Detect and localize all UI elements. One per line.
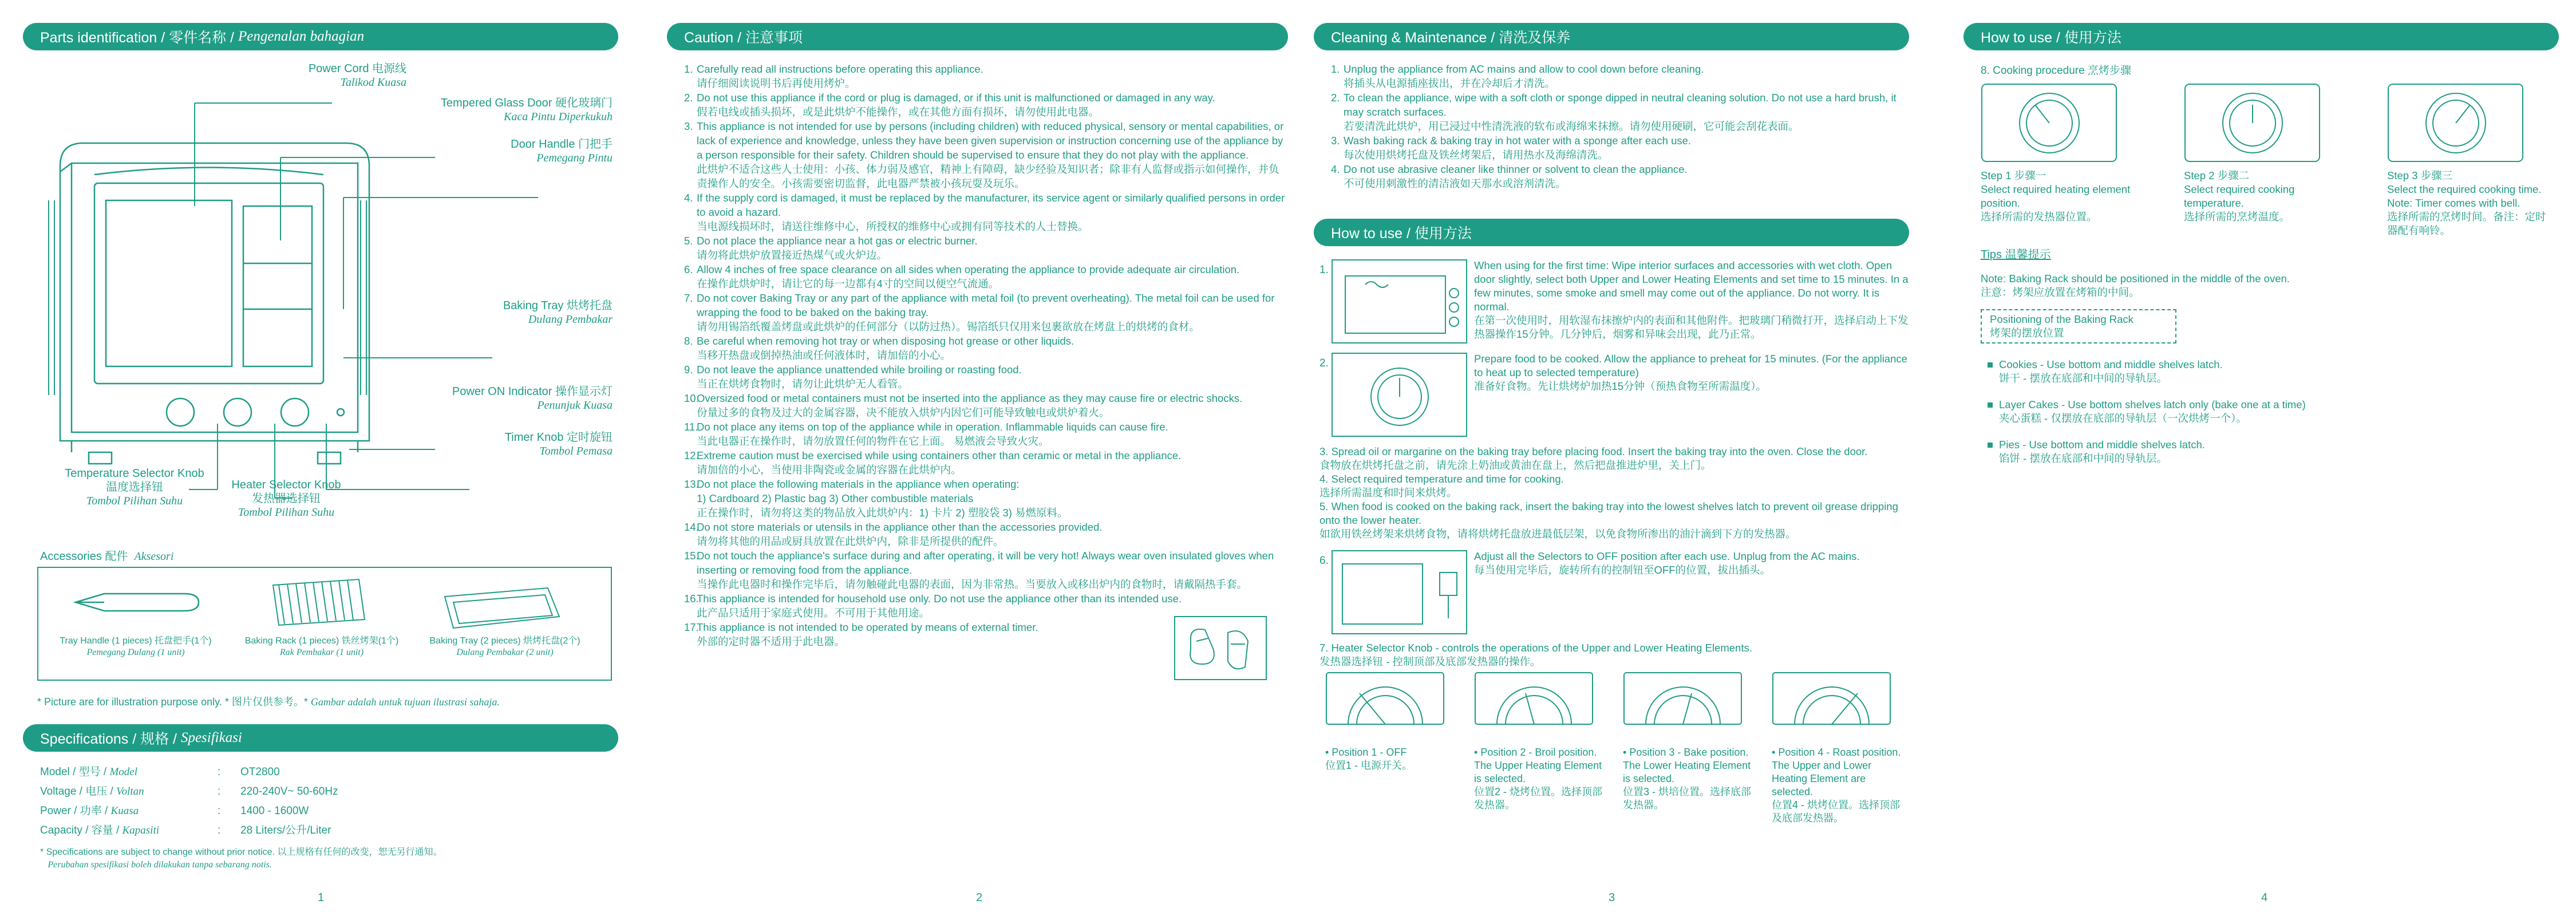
cooking-step-title: Step 2 步骤二 [2184,169,2250,181]
header-text: Parts identification / 零件名称 / [40,30,235,46]
step-number: 6. [1319,555,1329,567]
accessory-baking-tray [416,635,594,658]
caution-item [684,291,1285,334]
accessory-sublabel: Dulang Pembakar (2 unit) [456,648,554,657]
position-text-en: Position 2 - Broil position. The Upper Heating Element is selected. [1474,747,1602,784]
callout-sublabel: Penunjuk Kuasa [537,399,613,412]
accessory-sublabel: Pemegang Dulang (1 unit) [86,648,185,657]
header-text: How to use / 使用方法 [1331,226,1472,242]
temperature-knob-step2-image [1331,352,1468,438]
rack-box-text: Positioning of the Baking Rack [1990,313,2134,325]
caution-item [684,391,1285,420]
callout-power-on-indicator [452,385,613,412]
callout-label: Tempered Glass Door 硬化玻璃门 [440,97,613,109]
callout-sublabel: Pemegang Pintu [536,152,613,164]
callout-glass-door [441,96,613,124]
parts-identification-header [23,23,618,50]
item-text-en: Do not store materials or utensils in the appliance other than the accessories provided. [697,521,1103,533]
position-text-en: Position 3 - Bake position. The Lower Heating Element is selected. [1623,747,1751,784]
item-text-zh: 此烘炉不适合这些人士使用：小孩、体力弱及感官，精神上有障碍，缺少经验及知识者；除非有人监督或指示如何操作，并负责操作人的安全。小孩需要密切监督，此电器严禁被小孩玩耍及玩乐。 [697,163,1279,189]
tips-note [1981,272,2553,299]
spec-table [40,763,338,840]
item-number: 14. [684,521,699,533]
step-text-en: 5. When food is cooked on the baking rack, insert the baking tray into the lowest shelves latch to prevent oil grease dripping onto the lower heater. [1319,500,1898,526]
step-text-en: Prepare food to be cooked. Allow the appliance to preheat for 15 minutes. (For the appliance to heat up to selected temperature) [1474,353,1907,378]
accessories-title [40,550,173,563]
item-number: 2. [684,92,693,104]
cleaning-header [1314,23,1909,50]
heater-knob-position-2-image [1474,672,1594,726]
item-text-zh: 请仔细阅读说明书后再使用烤炉。 [697,77,856,89]
page-4 [1963,23,2559,905]
callout-baking-tray [503,299,613,326]
item-number: 3. [1331,135,1340,147]
item-number: 6. [684,263,693,275]
step-text-en: 3. Spread oil or margarine on the baking tray before placing food. Insert the baking tray into the oven. Close the door. [1319,445,1868,457]
callout-timer-knob [505,431,613,458]
item-text-en: This appliance is not intended for use by persons (including children) with reduced physical, sensory or mental capabilities, or lack of experience and knowledge, unless they have been given supervision or instruction concerning use of the appliance by a person responsible for their safety. Children should be supervised to ensure that they do not play with the appliance. [697,120,1284,161]
caution-list [684,62,1285,649]
item-number: 16. [684,593,699,605]
spec-value: 28 Liters/公升/Liter [240,824,331,836]
spec-note-ms: Perubahan spesifikasi boleh dilakukan tanpa sebarang notis. [48,860,272,870]
header-text: Caution / 注意事项 [684,30,803,46]
item-text-en: This appliance is intended for household use only. Do not use the appliance other than its intended use. [697,593,1182,605]
spec-value: 220-240V~ 50-60Hz [240,785,338,797]
item-number: 12. [684,449,699,461]
baking-rack-image [267,574,370,631]
heater-knob-position-3-image [1623,672,1743,726]
cleaning-list [1331,62,1903,191]
item-text-zh: 请加倍的小心，当使用非陶瓷或金属的容器在此烘炉内。 [697,464,962,476]
oven-gloves-image [1174,615,1268,681]
tip-text-zh: 馅饼 - 摆放在底部和中间的导轨层。 [1999,452,2167,464]
tips-title: Tips 温馨提示 [1981,248,2051,261]
item-text-en: Unplug the appliance from AC mains and allow to cool down before cleaning. [1344,63,1704,75]
callout-label: Baking Tray 烘烤托盘 [503,299,613,312]
caution-item [684,334,1285,362]
heater-position-text: • Position 3 - Bake position. The Lower Heating Element is selected. 位置3 - 烘培位置。选择底部发热器。 [1623,746,1755,812]
page-number: 4 [2261,891,2268,904]
item-text-zh: 请勿将其他的用品或厨具放置在此烘炉内，除非是所提供的配件。 [697,535,1004,547]
cooking-procedure-title: 8. Cooking procedure 烹烤步骤 [1981,65,2131,77]
item-text-en: Do not use this appliance if the cord or plug is damaged, or if this unit is malfunctioned or damaged in any way. [697,92,1215,104]
spec-key-ms: Kapasiti [122,824,160,836]
item-number: 1. [684,63,693,75]
item-number: 3. [684,120,693,132]
callout-label-zh: 发热器选择钮 [252,492,321,505]
tip-item [1986,398,2559,425]
callout-door-handle [511,137,613,165]
callout-sublabel: Tombol Pemasa [539,445,613,457]
item-number: 17. [684,621,699,633]
item-text-en: If the supply cord is damaged, it must be replaced by the manufacturer, its service agent or similarly qualified persons in order to avoid a hazard. [697,192,1285,218]
picture-note-ms: Gambar adalah untuk tujuan ilustrasi sahaja. [310,696,500,708]
step-number: 2. [1319,357,1329,369]
tip-text-zh: 夹心蛋糕 - 仅摆放在底部的导轨层（一次烘烤一个）。 [1999,412,2247,424]
caution-item [684,420,1285,448]
caution-item [684,506,1285,520]
heater-position-text: • Position 4 - Roast position. The Upper and Lower Heating Element are selected. 位置4 - 烘烤位置。选择顶部及底部发热器。 [1772,746,1903,825]
accessories-box [37,567,612,681]
step-text-en: Adjust all the Selectors to OFF position after each use. Unplug from the AC mains. [1474,550,1860,562]
callout-label: Timer Knob 定时旋钮 [504,431,613,444]
item-text-en: Do not leave the appliance unattended while broiling or roasting food. [697,364,1022,376]
cooking-step-zh: 选择所需的烹烤时间。备注：定时器配有响铃。 [2387,211,2546,236]
caution-header [667,23,1288,50]
item-text-en: Be careful when removing hot tray or when disposing hot grease or other liquids. [697,335,1074,347]
item-text-zh: 1) Cardboard 2) Plastic bag 3) Other combustible materials [697,492,974,504]
spec-row: Power / 功率 / Kuasa : 1400 - 1600W [40,802,338,821]
position-text-zh: 位置4 - 烘烤位置。选择顶部及底部发热器。 [1772,799,1901,824]
heater-position-text: • Position 2 - Broil position. The Upper Heating Element is selected. 位置2 - 烧烤位置。选择顶部发热器。 [1474,746,1606,812]
caution-item [684,234,1285,262]
spec-key-ms: Voltan [116,785,144,797]
accessory-label: Baking Tray (2 pieces) 烘烤托盘(2个) [429,636,580,646]
cooking-step-text [2184,169,2344,224]
page-2 [667,23,1288,905]
step-text-zh: 食物放在烘烤托盘之前，请先涂上奶油或黄油在盘上，然后把盘推进炉里，关上门。 [1319,459,1712,471]
step-text-en: When using for the first time: Wipe interior surfaces and accessories with wet cloth. Open door slightly, select both Upper and Lower Heating Elements and set time to 15 minutes. In a few minutes, some smoke and smell may come out of the appliance. Do not worry. It is normal. [1474,259,1909,313]
picture-note-text: * Picture are for illustration purpose only. * 图片仅供参考。* [37,696,308,708]
item-text-en: Oversized food or metal containers must not be inserted into the appliance as they may cause fire or electric shocks. [697,392,1243,404]
item-text-en: Do not place the following materials in the appliance when operating: [697,478,1020,490]
step-text-en: 7. Heater Selector Knob - controls the operations of the Upper and Lower Heating Elements. [1319,642,1752,654]
cooking-step-zh: 选择所需的发热器位置。 [1981,211,2097,223]
item-number: 10. [684,392,699,404]
step-text-zh: 如欲用铁丝烤架来烘烤食物，请将烘烤托盘放进最低层架，以免食物所渗出的油汁滴到下方的发热器。 [1319,528,1796,540]
item-text-zh: 请勿用锡箔纸覆盖烤盘或此烘炉的任何部分（以防过热）。锡箔纸只仅用来包裹欲放在烤盘上的烘烤的食材。 [697,321,1200,333]
cooking-step-zh: 选择所需的烹烤温度。 [2184,211,2290,223]
oven-step1-image [1331,259,1468,345]
unplug-step6-image [1331,550,1468,635]
item-text-zh: 正在操作时，请勿将这类的物品放入此烘炉内：1) 卡片 2) 塑胶袋 3) 易燃原料。 [697,507,1068,519]
tip-item [1986,358,2559,385]
steps-3-5 [1319,445,1909,541]
caution-item [684,119,1285,191]
picture-note [37,694,500,709]
tips-list [1986,358,2559,478]
caution-item [684,262,1285,291]
spec-note-text: * Specifications are subject to change without prior notice. 以上规格有任何的改变，恕无另行通知。 [40,847,442,857]
caution-item [684,448,1285,477]
how-to-use-header-2 [1963,23,2559,50]
item-text-zh: 在操作此烘炉时，请让它的每一边都有4寸的空间以便空气流通。 [697,278,999,290]
spec-row: Voltage / 电压 / Voltan : 220-240V~ 50-60Hz [40,782,338,802]
item-text-zh: 每次使用烘烤托盘及铁丝烤架后，请用热水及海绵清洗。 [1344,149,1609,161]
spec-row: Model / 型号 / Model : OT2800 [40,763,338,782]
item-text-zh: 当正在烘烤食物时，请勿让此烘炉无人看管。 [697,378,909,390]
heater-position-text: • Position 1 - OFF 位置1 - 电源开关。 [1325,746,1457,772]
item-text-zh: 若要清洗此烘炉，用已浸过中性清洗液的软布或海绵来抹擦。请勿使用硬刷，它可能会刮花表面。 [1344,120,1799,132]
note-text: Note: Baking Rack should be positioned in the middle of the oven. [1981,273,2290,285]
caution-item [684,191,1285,234]
item-text-en: This appliance is not intended to be operated by means of external timer. [697,621,1038,633]
spec-key: Model / 型号 / [40,766,107,778]
item-number: 4. [1331,163,1340,175]
item-text-en: To clean the appliance, wipe with a soft cloth or sponge dipped in neutral cleaning solution. Do not use a hard brush, it may scratch surfaces. [1344,92,1897,118]
cooking-step-en: Select the required cooking time. Note: Timer comes with bell. [2387,183,2542,209]
item-text-en: Extreme caution must be exercised while using containers other than ceramic or metal in the appliance. [697,449,1182,461]
step-text-zh: 发热器选择钮 - 控制顶部及底部发热器的操作。 [1319,656,1541,668]
callout-temperature-knob [57,467,212,508]
rack-box-text-zh: 烤架的摆放位置 [1990,327,2064,339]
cooking-step-title: Step 1 步骤一 [1981,169,2046,181]
cooking-step-text [2387,169,2547,238]
spec-note [40,846,442,871]
rack-position-box [1981,309,2176,344]
caution-item [684,362,1285,391]
step-text-zh: 在第一次使用时，用软湿布抹擦炉内的表面和其他附件。把玻璃门稍微打开，选择启动上下发热器操作15分钟。几分钟后，烟雾和异味会出现，此乃正常。 [1474,314,1909,340]
item-text-en: Wash baking rack & baking tray in hot water with a sponge after each use. [1344,135,1692,147]
page-number: 2 [976,891,983,904]
item-text-zh: 当此电器正在操作时，请勿放置任何的物件在它上面。 易燃液会导致火灾。 [697,435,1049,447]
header-text-ms: Pengenalan bahagian [238,29,365,44]
accessory-sublabel: Rak Pembakar (1 unit) [279,648,364,657]
cooking-step-2-knob-image [2184,83,2321,163]
cooking-step-text [1981,169,2141,224]
item-number: 5. [684,235,693,247]
position-text-zh: 位置2 - 烧烤位置。选择顶部发热器。 [1474,786,1603,811]
spec-row: Capacity / 容量 / Kapasiti : 28 Liters/公升/Liter [40,821,338,840]
step-text-zh: 准备好食物。先让烘烤炉加热15分钟（预热食物至所需温度）。 [1474,380,1767,392]
accessories-title-ms: Aksesori [134,550,174,563]
step7-text [1319,641,1909,669]
tray-handle-image [70,579,207,619]
tip-text-en: Cookies - Use bottom and middle shelves latch. [1999,358,2223,370]
spec-value: 1400 - 1600W [240,805,309,817]
note-text-zh: 注意：烤架应放置在烤箱的中间。 [1981,286,2140,298]
callout-label: Power ON Indicator 操作显示灯 [452,385,613,398]
spec-key: Capacity / 容量 / [40,824,120,836]
caution-item [684,548,1285,591]
page-number: 1 [318,891,325,904]
callout-label-zh: 温度选择钮 [106,481,163,493]
item-text-en: Do not place any items on top of the appliance while in operation. Inflammable liquids can cause fire. [697,421,1168,433]
header-text-ms: Spesifikasi [180,730,242,745]
tip-text-en: Layer Cakes - Use bottom shelves latch only (bake one at a time) [1999,398,2306,410]
item-number: 15. [684,550,699,562]
accessories-title-text: Accessories 配件 [40,550,128,563]
item-number: 13. [684,478,699,490]
page-number: 3 [1609,891,1615,904]
item-text-zh: 请勿将此烘炉放置接近热煤气或火炉边。 [697,249,888,261]
callout-sublabel: Kaca Pintu Diperkukuh [504,110,613,123]
position-text-en: Position 4 - Roast position. The Upper and Lower Heating Element are selected. [1772,747,1901,797]
caution-item [684,62,1285,90]
tip-item [1986,438,2559,465]
caution-item [684,90,1285,119]
item-number: 8. [684,335,693,347]
step6-text [1474,550,1909,577]
tip-text-en: Pies - Use bottom and middle shelves latch. [1999,439,2205,451]
callout-heater-knob [212,478,361,519]
item-text-en: Do not place the appliance near a hot gas or electric burner. [697,235,978,247]
item-text-en: Carefully read all instructions before operating this appliance. [697,63,983,75]
item-text-zh: 份量过多的食物及过大的金属容器，决不能放入烘炉内因它们可能导致触电或烘炉着火。 [697,406,1110,419]
item-text-en: Allow 4 inches of free space clearance on all sides when operating the appliance to provide adequate air circulation. [697,263,1240,275]
step1-text [1474,259,1909,341]
accessory-tray-handle [50,635,222,658]
callout-label: Heater Selector Knob [231,479,341,491]
item-number: 9. [684,364,693,376]
callout-sublabel: Talikod Kuasa [340,76,406,89]
cooking-step-en: Select required cooking temperature. [2184,183,2295,209]
how-to-use-header [1314,219,1909,246]
caution-item [684,520,1285,548]
accessory-label: Tray Handle (1 pieces) 托盘把手(1个) [60,636,212,646]
spec-key-ms: Kuasa [110,805,139,817]
callout-label: Power Cord 电源线 [308,62,406,75]
item-number: 4. [684,192,693,204]
page-3 [1314,23,1909,905]
specifications-header [23,724,618,752]
heater-knob-position-1-image [1325,672,1445,726]
item-text-zh: 不可使用刺激性的清洁液如天那水或溶剂清洗。 [1344,177,1566,189]
item-text-zh: 当移开热盘或倒掉热油或任何液体时，请加倍的小心。 [697,349,951,361]
callout-sublabel: Tombol Pilihan Suhu [86,495,183,507]
cooking-step-3-knob-image [2387,83,2524,163]
tip-text-zh: 饼干 - 摆放在底部和中间的导轨层。 [1999,372,2167,384]
accessory-baking-rack [236,635,408,658]
cleaning-item [1331,90,1903,133]
baking-tray-image [439,577,565,634]
callout-power-cord [309,62,406,89]
item-number: 7. [684,292,693,304]
spec-value: OT2800 [240,766,280,778]
item-number: 2. [1331,92,1340,104]
page-1 [23,23,618,905]
cleaning-item [1331,162,1903,191]
item-number: 11. [684,421,698,433]
position-text-zh: 位置1 - 电源开关。 [1325,760,1413,771]
header-text: How to use / 使用方法 [1981,30,2121,46]
step-number: 1. [1319,264,1329,276]
spec-key: Voltage / 电压 / [40,785,113,797]
header-text: Specifications / 规格 / [40,731,177,747]
spec-key-ms: Model [109,766,137,778]
step-text-zh: 每当使用完毕后，旋转所有的控制钮至OFF的位置，拔出插头。 [1474,564,1771,576]
spec-key: Power / 功率 / [40,805,108,817]
item-text-zh: 假若电线或插头损坏，或是此烘炉不能操作，或在其他方面有损坏，请勿使用此电器。 [697,106,1100,118]
heater-knob-position-4-image [1772,672,1892,726]
cleaning-item [1331,62,1903,90]
item-number: 1. [1331,63,1340,75]
callout-label: Door Handle 门把手 [511,138,613,151]
item-text-en: Do not use abrasive cleaner like thinner or solvent to clean the appliance. [1344,163,1688,175]
callout-label: Temperature Selector Knob [65,467,204,480]
callout-sublabel: Dulang Pembakar [528,313,613,326]
caution-item [684,477,1285,506]
item-text-en: Do not touch the appliance's surface during and after operating, it will be very hot! Always wear oven insulated gloves when inserting or removing food from the appliance. [697,550,1274,576]
item-text-zh: 当电源线损坏时，请送往维修中心，所授权的维修中心或拥有同等技术的人士替换。 [697,220,1089,232]
cooking-step-en: Select required heating element position. [1981,183,2131,209]
item-text-en: Do not cover Baking Tray or any part of the appliance with metal foil (to prevent overheating). The metal foil can be used for wrapping the food to be baked on the baking tray. [697,292,1275,318]
header-text: Cleaning & Maintenance / 清洗及保养 [1331,30,1571,46]
item-text-zh: 此产品只适用于家庭式使用。不可用于其他用途。 [697,607,930,619]
step-text-zh: 选择所需温度和时间来烘烤。 [1319,487,1457,499]
position-text-zh: 位置3 - 烘培位置。选择底部发热器。 [1623,786,1752,811]
callout-sublabel: Tombol Pilihan Suhu [238,506,335,519]
item-text-zh: 外部的定时器不适用于此电器。 [697,635,846,648]
cooking-step-title: Step 3 步骤三 [2387,169,2453,181]
accessory-label: Baking Rack (1 pieces) 铁丝烤架(1个) [244,636,399,646]
step2-text [1474,352,1909,393]
item-text-zh: 当操作此电器时和操作完毕后，请勿触碰此电器的表面，因为非常热。当要放入或移出炉内的食物时，请戴隔热手套。 [697,578,1248,590]
item-text-zh: 将插头从电源插座拔出，并在冷却后才清洗。 [1344,77,1556,89]
cleaning-item [1331,133,1903,162]
step-text-en: 4. Select required temperature and time for cooking. [1319,473,1564,485]
cooking-step-1-knob-image [1981,83,2118,163]
position-text-en: Position 1 - OFF [1332,747,1407,758]
